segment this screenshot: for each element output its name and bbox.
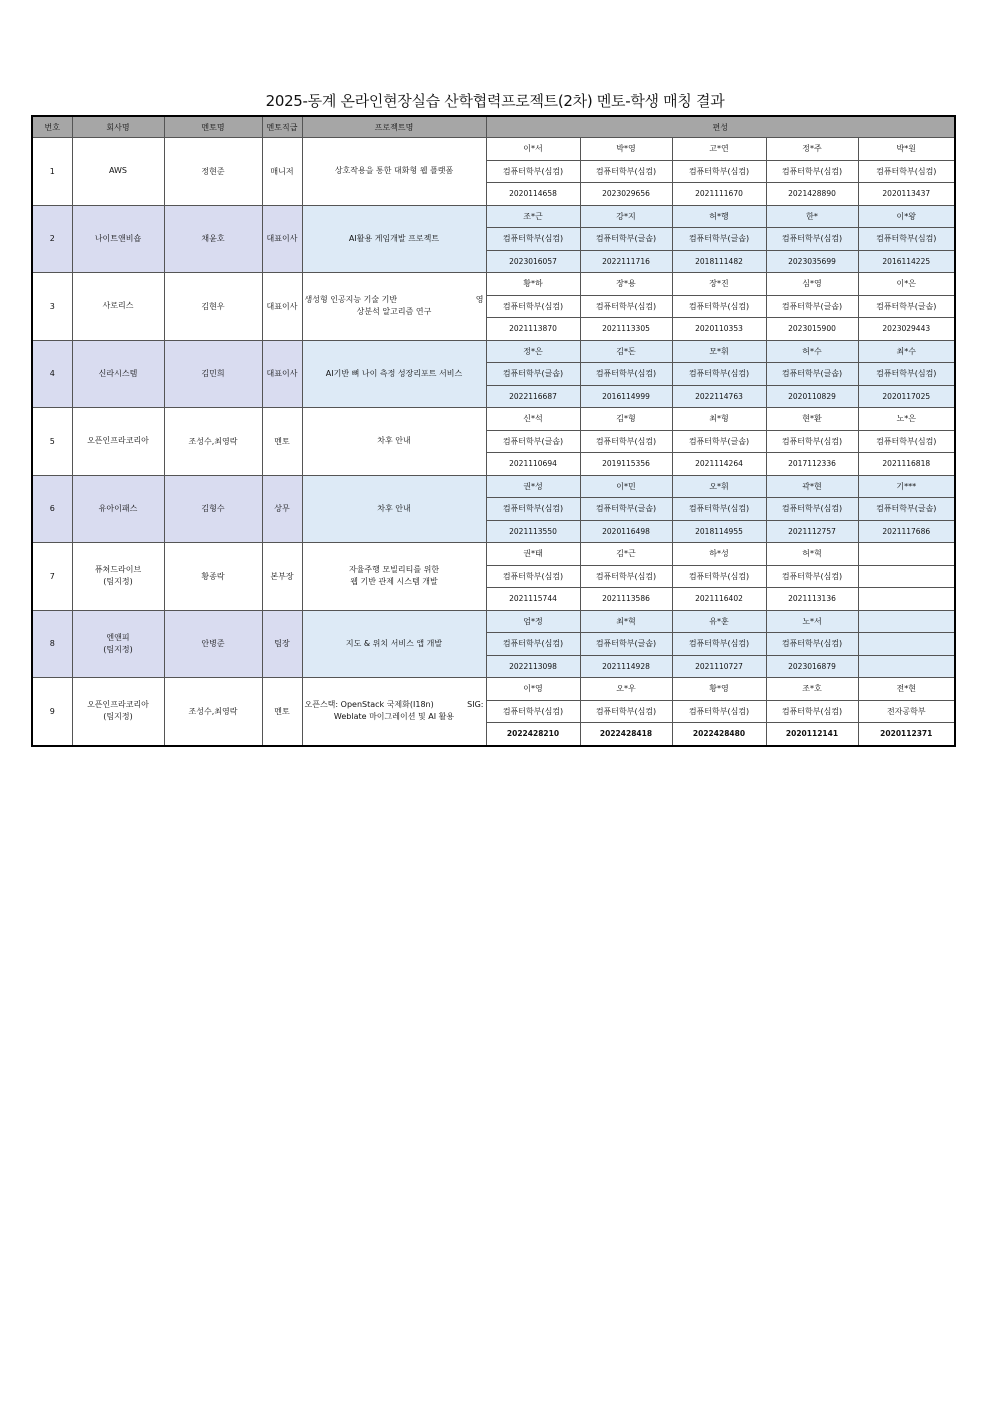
mentor-position: 상무: [262, 475, 302, 543]
company-name: [72, 408, 164, 476]
student-name: 허*혁: [766, 543, 858, 566]
student-dept: 컴퓨터학부(심컴): [580, 363, 672, 386]
student-id: 2023016879: [766, 655, 858, 678]
student-dept: 컴퓨터학부(글솝): [766, 363, 858, 386]
student-id: 2021428890: [766, 183, 858, 206]
company-name-note: (팀지정): [103, 577, 133, 587]
project-name: [302, 408, 486, 476]
student-dept: 컴퓨터학부(글솝): [580, 228, 672, 251]
student-id: 2023035699: [766, 250, 858, 273]
student-dept: 컴퓨터학부(심컴): [580, 295, 672, 318]
mentor-position: 멘토: [262, 678, 302, 746]
student-name: 한*: [766, 205, 858, 228]
company-name-main: 사로리스: [102, 301, 134, 311]
student-id: 2020114658: [486, 183, 580, 206]
project-name: [302, 610, 486, 678]
header-company: 회사명: [72, 116, 164, 138]
student-dept: 컴퓨터학부(심컴): [486, 565, 580, 588]
student-name: 하*성: [672, 543, 766, 566]
student-id: 2021116818: [858, 453, 955, 476]
project-name: [302, 543, 486, 611]
project-name: [302, 340, 486, 408]
student-dept: 컴퓨터학부(심컴): [672, 633, 766, 656]
student-id: 2021116402: [672, 588, 766, 611]
student-id: 2021112757: [766, 520, 858, 543]
company-name: [72, 138, 164, 206]
student-dept: 컴퓨터학부(심컴): [486, 633, 580, 656]
student-id: 2023015900: [766, 318, 858, 341]
student-name: 황*하: [486, 273, 580, 296]
project-name-line1: [305, 699, 484, 711]
company-name-main: 오픈인프라코리아: [87, 436, 149, 446]
table-row: [32, 273, 955, 296]
student-dept: 컴퓨터학부(심컴): [858, 228, 955, 251]
student-id: 2021113136: [766, 588, 858, 611]
student-dept: 컴퓨터학부(심컴): [486, 498, 580, 521]
student-name: 황*영: [672, 678, 766, 701]
project-name-line1: 상호작용을 통한 대화형 웹 플랫폼: [334, 166, 454, 176]
row-number: 3: [32, 273, 72, 341]
student-id: 2018111482: [672, 250, 766, 273]
student-id: 2020113437: [858, 183, 955, 206]
student-dept: 컴퓨터학부(심컴): [766, 700, 858, 723]
matching-table: [31, 115, 956, 747]
mentor-name: 김현우: [164, 273, 262, 341]
student-name: 김*근: [580, 543, 672, 566]
project-name-line2: 웹 기반 관제 시스템 개발: [350, 577, 438, 587]
student-dept: 컴퓨터학부(심컴): [672, 295, 766, 318]
student-name: 심*영: [766, 273, 858, 296]
table-row: [32, 205, 955, 228]
company-name-main: 유아이패스: [98, 503, 138, 513]
header-position: 멘토직급: [262, 116, 302, 138]
student-dept: 컴퓨터학부(글솝): [858, 295, 955, 318]
header-project: 프로젝트명: [302, 116, 486, 138]
student-name: 노*서: [766, 610, 858, 633]
student-name: 최*수: [858, 340, 955, 363]
student-dept: 컴퓨터학부(심컴): [580, 430, 672, 453]
student-id: 2016114225: [858, 250, 955, 273]
student-dept: 컴퓨터학부(심컴): [766, 228, 858, 251]
student-dept: 컴퓨터학부(심컴): [858, 363, 955, 386]
mentor-position: 대표이사: [262, 205, 302, 273]
company-name: [72, 610, 164, 678]
student-dept: 컴퓨터학부(글솝): [580, 633, 672, 656]
row-number: 6: [32, 475, 72, 543]
student-dept: 컴퓨터학부(심컴): [486, 295, 580, 318]
student-name: 김*형: [580, 408, 672, 431]
student-dept: 컴퓨터학부(심컴): [858, 430, 955, 453]
project-name-line1-head: 오픈스택: OpenStack 국제화(I18n): [304, 700, 434, 710]
header-team: 편성: [486, 116, 955, 138]
student-id: [858, 655, 955, 678]
company-name: [72, 273, 164, 341]
mentor-name: 김형수: [164, 475, 262, 543]
mentor-position: 대표이사: [262, 340, 302, 408]
student-name: 현*환: [766, 408, 858, 431]
mentor-position: 멘토: [262, 408, 302, 476]
student-name: 이*서: [486, 138, 580, 161]
student-name: 조*근: [486, 205, 580, 228]
student-name: 박*영: [580, 138, 672, 161]
header-num: 번호: [32, 116, 72, 138]
project-name-line1: 차후 안내: [377, 503, 411, 513]
student-name: 유*훈: [672, 610, 766, 633]
student-dept: 컴퓨터학부(심컴): [672, 160, 766, 183]
student-id: 2020117025: [858, 385, 955, 408]
student-dept: 컴퓨터학부(심컴): [580, 160, 672, 183]
mentor-position: 팀장: [262, 610, 302, 678]
student-id: 2021110727: [672, 655, 766, 678]
student-name: 전*현: [858, 678, 955, 701]
student-id: 2022116687: [486, 385, 580, 408]
student-id: 2021117686: [858, 520, 955, 543]
student-dept: 컴퓨터학부(심컴): [766, 633, 858, 656]
student-dept: 컴퓨터학부(심컴): [766, 498, 858, 521]
student-name: 최*혁: [580, 610, 672, 633]
student-name: 모*휘: [672, 340, 766, 363]
company-name-main: 신라시스템: [98, 368, 138, 378]
student-dept: 컴퓨터학부(글솝): [486, 430, 580, 453]
student-dept: 컴퓨터학부(심컴): [486, 228, 580, 251]
mentor-name: 정현준: [164, 138, 262, 206]
student-id: 2022111716: [580, 250, 672, 273]
student-name: 허*행: [672, 205, 766, 228]
student-dept: 컴퓨터학부(글솝): [486, 363, 580, 386]
student-dept: 컴퓨터학부(글솝): [580, 498, 672, 521]
table-row: [32, 138, 955, 161]
student-dept: 컴퓨터학부(심컴): [580, 565, 672, 588]
company-name: [72, 678, 164, 746]
mentor-name: 김민희: [164, 340, 262, 408]
mentor-position: 대표이사: [262, 273, 302, 341]
company-name: [72, 340, 164, 408]
row-number: 7: [32, 543, 72, 611]
student-name: 고*연: [672, 138, 766, 161]
student-dept: 컴퓨터학부(심컴): [672, 498, 766, 521]
student-dept: 컴퓨터학부(글솝): [858, 498, 955, 521]
student-id: 2022428418: [580, 723, 672, 746]
student-name: 허*수: [766, 340, 858, 363]
project-name-line1: [305, 294, 484, 306]
student-name: [858, 543, 955, 566]
student-id: 2021114264: [672, 453, 766, 476]
mentor-position: 매니저: [262, 138, 302, 206]
project-name: [302, 273, 486, 341]
student-name: 장*용: [580, 273, 672, 296]
student-id: 2021113586: [580, 588, 672, 611]
table-row: [32, 475, 955, 498]
student-name: 이*민: [580, 475, 672, 498]
project-name-line1: 지도 & 위치 서비스 앱 개발: [345, 638, 443, 648]
mentor-position: 본부장: [262, 543, 302, 611]
student-name: 권*성: [486, 475, 580, 498]
project-name-line1: AI기반 뼈 나이 측정 성장리포트 서비스: [325, 368, 463, 378]
student-id: 2022114763: [672, 385, 766, 408]
student-id: 2021110694: [486, 453, 580, 476]
student-id: [858, 588, 955, 611]
student-name: 오*휘: [672, 475, 766, 498]
project-name-line1: AI활용 게임개발 프로젝트: [348, 233, 440, 243]
mentor-name: 황종락: [164, 543, 262, 611]
student-id: 2021115744: [486, 588, 580, 611]
project-name: [302, 678, 486, 746]
row-number: 1: [32, 138, 72, 206]
student-id: 2021114928: [580, 655, 672, 678]
student-id: 2021111670: [672, 183, 766, 206]
page-title: 2025-동계 온라인현장실습 산학협력프로젝트(2차) 멘토-학생 매칭 결과: [265, 92, 725, 110]
mentor-name: 조성수,최영락: [164, 678, 262, 746]
student-dept: [858, 633, 955, 656]
row-number: 9: [32, 678, 72, 746]
student-id: 2020110829: [766, 385, 858, 408]
project-name-line2: Weblate 마이그레이션 및 AI 활용: [333, 712, 455, 722]
project-name-line1-tail: SIG:: [467, 700, 484, 710]
header-mentor: 멘토명: [164, 116, 262, 138]
student-name: 정*주: [766, 138, 858, 161]
row-number: 2: [32, 205, 72, 273]
student-name: 박*원: [858, 138, 955, 161]
row-number: 8: [32, 610, 72, 678]
project-name: [302, 475, 486, 543]
company-name: [72, 475, 164, 543]
company-name-main: 오픈인프라코리아: [87, 700, 149, 710]
project-name: [302, 205, 486, 273]
company-name-main: 나이트앤비숍: [94, 233, 142, 243]
company-name-note: (팀지정): [103, 644, 133, 654]
student-name: 정*은: [486, 340, 580, 363]
student-id: 2020110353: [672, 318, 766, 341]
student-name: 최*형: [672, 408, 766, 431]
mentor-name: 조성수,최영락: [164, 408, 262, 476]
project-name: [302, 138, 486, 206]
company-name-main: AWS: [108, 166, 128, 176]
student-dept: 컴퓨터학부(심컴): [486, 160, 580, 183]
student-name: 권*태: [486, 543, 580, 566]
company-name-note: (팀지정): [103, 712, 133, 722]
student-id: 2023029656: [580, 183, 672, 206]
student-id: 2020112141: [766, 723, 858, 746]
row-number: 5: [32, 408, 72, 476]
student-name: 엄*정: [486, 610, 580, 633]
student-dept: 컴퓨터학부(심컴): [766, 160, 858, 183]
student-id: 2022428210: [486, 723, 580, 746]
company-name: [72, 205, 164, 273]
student-dept: 컴퓨터학부(심컴): [672, 565, 766, 588]
student-name: 김*돈: [580, 340, 672, 363]
student-name: 기***: [858, 475, 955, 498]
project-name-line1-tail: 영: [475, 295, 484, 305]
project-name-line1: 자율주행 모빌리티를 위한: [348, 565, 440, 575]
student-id: 2021113305: [580, 318, 672, 341]
student-name: 강*지: [580, 205, 672, 228]
student-name: 조*호: [766, 678, 858, 701]
student-id: 2020112371: [858, 723, 955, 746]
row-number: 4: [32, 340, 72, 408]
student-id: 2022113098: [486, 655, 580, 678]
project-name-line1-head: 생성형 인공지능 기술 기반: [304, 295, 398, 305]
student-name: 노*은: [858, 408, 955, 431]
student-name: 오*우: [580, 678, 672, 701]
student-name: 곽*현: [766, 475, 858, 498]
student-name: 이*영: [486, 678, 580, 701]
student-id: 2020116498: [580, 520, 672, 543]
student-name: [858, 610, 955, 633]
table-row: [32, 408, 955, 431]
company-name-main: 엔앤피: [106, 632, 130, 642]
student-dept: 컴퓨터학부(심컴): [672, 700, 766, 723]
student-dept: 컴퓨터학부(심컴): [486, 700, 580, 723]
student-id: 2023016057: [486, 250, 580, 273]
student-dept: [858, 565, 955, 588]
project-name-line2: 상분석 알고리즘 연구: [356, 307, 432, 317]
project-name-line1: 차후 안내: [377, 436, 411, 446]
student-id: 2022428480: [672, 723, 766, 746]
student-dept: 컴퓨터학부(글솝): [672, 228, 766, 251]
mentor-name: 안병준: [164, 610, 262, 678]
student-id: 2017112336: [766, 453, 858, 476]
student-dept: 컴퓨터학부(심컴): [766, 430, 858, 453]
student-dept: 컴퓨터학부(글솝): [766, 295, 858, 318]
student-dept: 컴퓨터학부(글솝): [672, 430, 766, 453]
table-row: [32, 340, 955, 363]
company-name-main: 퓨쳐드라이브: [94, 565, 142, 575]
student-dept: 컴퓨터학부(심컴): [672, 363, 766, 386]
student-name: 이*은: [858, 273, 955, 296]
student-dept: 컴퓨터학부(심컴): [766, 565, 858, 588]
student-dept: 전자공학부: [858, 700, 955, 723]
table-row: [32, 543, 955, 566]
mentor-name: 채윤호: [164, 205, 262, 273]
student-name: 장*진: [672, 273, 766, 296]
student-id: 2018114955: [672, 520, 766, 543]
student-id: 2021113550: [486, 520, 580, 543]
student-id: 2023029443: [858, 318, 955, 341]
table-row: [32, 610, 955, 633]
student-id: 2019115356: [580, 453, 672, 476]
student-id: 2021113870: [486, 318, 580, 341]
student-name: 이*왕: [858, 205, 955, 228]
table-row: [32, 678, 955, 701]
student-dept: 컴퓨터학부(심컴): [580, 700, 672, 723]
student-dept: 컴퓨터학부(심컴): [858, 160, 955, 183]
company-name: [72, 543, 164, 611]
table-header-row: [32, 116, 955, 138]
student-id: 2016114999: [580, 385, 672, 408]
student-name: 신*석: [486, 408, 580, 431]
